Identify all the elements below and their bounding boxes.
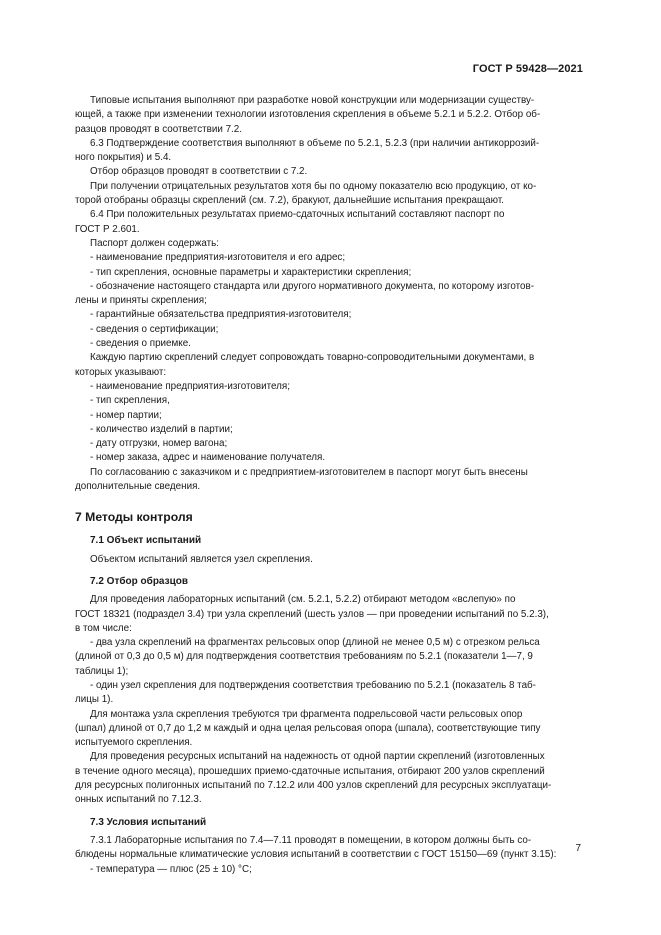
text-line: онных испытаний по 7.12.3.: [75, 794, 202, 806]
text-line: 7.3.1 Лабораторные испытания по 7.4—7.11 проводят в помещении, в котором должны быть со-: [90, 834, 532, 846]
list-item: - наименование предприятия-изготовителя;: [90, 380, 290, 392]
text-line: испытуемого скрепления.: [75, 737, 193, 749]
text-line: 6.4 При положительных результатах приемо-сдаточных испытаний составляют паспорт по: [90, 209, 505, 221]
document-body: [75, 94, 584, 877]
text-line: Объектом испытаний является узел скрепления.: [90, 553, 313, 565]
list-item: - номер заказа, адрес и наименование получателя.: [90, 452, 326, 464]
text-line: (длиной от 0,3 до 0,5 м) для подтверждения соответствия требованиям по 5.2.1 (показатели 1—7, 9: [75, 651, 533, 663]
page-number: 7: [575, 843, 581, 854]
subsection-heading: 7.2 Отбор образцов: [90, 575, 188, 587]
text-line: ГОСТ Р 2.601.: [75, 223, 140, 235]
text-line: таблицы 1);: [75, 665, 129, 677]
text-line: Паспорт должен содержать:: [90, 237, 219, 249]
text-line: 6.3 Подтверждение соответствия выполняют в объеме по 5.2.1, 5.2.3 (при наличии антикоррозий-: [90, 137, 540, 149]
text-line: в течение одного месяца), прошедших приемо-сдаточные испытания, отбирают 200 узлов скреплений: [75, 765, 545, 777]
list-item: - температура — плюс (25 ± 10) °С;: [90, 863, 252, 875]
list-item: - наименование предприятия-изготовителя и его адрес;: [90, 252, 346, 264]
list-item: - гарантийные обязательства предприятия-изготовителя;: [90, 309, 352, 321]
list-item: - два узла скреплений на фрагментах рельсовых опор (длиной не менее 0,5 м) с отрезком рельса: [90, 637, 540, 649]
document-header: ГОСТ Р 59428—2021: [472, 63, 583, 75]
list-item: - сведения о сертификации;: [90, 323, 219, 335]
text-line: Типовые испытания выполняют при разработке новой конструкции или модернизации существу-: [90, 95, 535, 106]
list-item: - один узел скрепления для подтверждения соответствия требованию по 5.2.1 (показатель 8 таб-: [90, 679, 536, 691]
text-line: лицы 1).: [75, 694, 114, 706]
text-line: Отбор образцов проводят в соответствии с 7.2.: [90, 166, 308, 178]
list-item: - тип скрепления,: [90, 395, 170, 407]
text-line: Каждую партию скреплений следует сопровождать товарно-сопроводительными документами, в: [90, 352, 535, 364]
text-line: (шпал) длиной от 0,7 до 1,2 м каждый и одна целая рельсовая опора (шпала), соответствующие типу: [75, 722, 541, 734]
list-item: - номер партии;: [90, 409, 162, 421]
text-line: дополнительные сведения.: [75, 481, 201, 493]
text-line: Для проведения лабораторных испытаний (см. 5.2.1, 5.2.2) отбирают методом «вслепую» по: [90, 594, 516, 606]
text-line: для ресурсных полигонных испытаний по 7.12.2 или 400 узлов скреплений для ресурсных эксплуатаци-: [75, 780, 552, 792]
text-line: торой отобраны образцы скреплений (см. 7.2), бракуют, дальнейшие испытания прекращают.: [75, 195, 504, 207]
list-item: - обозначение настоящего стандарта или другого нормативного документа, по которому изготов-: [90, 280, 534, 292]
text-line: в том числе:: [75, 622, 132, 634]
subsection-heading: 7.1 Объект испытаний: [90, 535, 202, 547]
list-item: - сведения о приемке.: [90, 338, 191, 350]
subsection-heading: 7.3 Условия испытаний: [90, 816, 207, 828]
text-line: Для монтажа узла скрепления требуются три фрагмента подрельсовой части рельсовых опор: [90, 708, 523, 720]
text-line: Для проведения ресурсных испытаний на надежность от одной партии скреплений (изготовленных: [90, 751, 545, 763]
section-heading: 7 Методы контроля: [75, 510, 193, 525]
list-item: - количество изделий в партии;: [90, 423, 233, 435]
text-line: ного покрытия) и 5.4.: [75, 152, 172, 164]
text-line: блюдены нормальные климатические условия испытаний в соответствии с ГОСТ 15150—69 (пункт 3.15):: [75, 849, 557, 861]
text-line: ГОСТ 18321 (подраздел 3.4) три узла скреплений (шесть узлов — при проведении испытаний по 5.2.3),: [75, 608, 549, 620]
text-line: разцов проводят в соответствии 7.2.: [75, 123, 243, 135]
list-item: - дату отгрузки, номер вагона;: [90, 438, 228, 450]
text-line: которых указывают:: [75, 366, 167, 378]
list-item: - тип скрепления, основные параметры и характеристики скрепления;: [90, 266, 412, 278]
text-line: При получении отрицательных результатов хотя бы по одному показателю всю продукцию, от ко-: [90, 180, 537, 192]
text-line: лены и приняты скрепления;: [75, 295, 207, 307]
text-line: ющей, а также при изменении технологии изготовления скрепления в объеме 5.2.1 и 5.2.2. Отбор об-: [75, 109, 541, 121]
text-line: По согласованию с заказчиком и с предприятием-изготовителем в паспорт могут быть внесены: [90, 466, 528, 478]
